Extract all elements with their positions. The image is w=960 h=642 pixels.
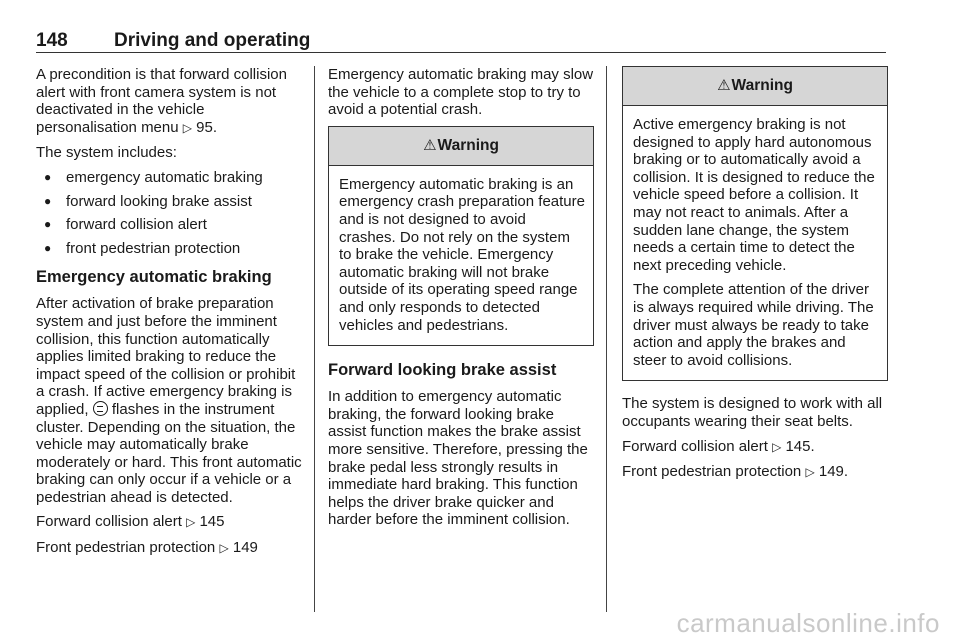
cross-reference-arrow-icon: ▷: [186, 515, 196, 530]
warning-body: [329, 166, 593, 345]
cross-reference-arrow-icon: ▷: [772, 439, 782, 454]
list-item: ● forward collision alert: [36, 216, 302, 234]
cross-reference-line: Forward collision alert ▷ 145: [36, 513, 225, 531]
page-number: 148: [36, 30, 68, 51]
warning-header: [329, 127, 593, 166]
includes-label: The system includes:: [36, 144, 177, 162]
page-header: [36, 30, 886, 52]
list-item: ● front pedestrian protection: [36, 240, 302, 258]
warning-text: Emergency automatic braking is an emergency crash preparation feature and is not designed to avoid crashes. Do not rely on the system to brake the vehicle. Emergency automatic braking will not brake outside of its operating speed range and only responds to detected vehicles and pedestrians.: [339, 175, 585, 334]
page-ref[interactable]: 149.: [818, 463, 849, 481]
warning-box: [328, 126, 594, 346]
warning-text: Active emergency braking is not designed to apply hard autonomous braking or to automatically avoid a collision. It is designed to reduce the vehicle speed before a collision. It may not react to animals. After a sudden lane change, the system needs a certain time to detect the next preceding vehicle.: [633, 116, 875, 274]
cross-reference-line: Forward collision alert ▷ 145.: [622, 437, 815, 455]
cross-reference-line: Front pedestrian protection ▷ 149: [36, 539, 258, 557]
body-paragraph: After activation of brake preparation system and just before the imminent collision, this function automatically applies limited braking to reduce the impact speed of the collision or prohibit a crash. If active emergency braking is applied, flashes in the instrument cluster. Depending on the situation, the vehicle may automatically brake moderately or hard. This front automatic braking can only occur if a vehicle or a pedestrian ahead is detected.: [36, 295, 302, 506]
page-ref[interactable]: 145.: [785, 437, 815, 455]
warning-triangle-icon: ⚠: [717, 77, 731, 95]
page-ref[interactable]: 95.: [196, 118, 218, 136]
column-1: [36, 66, 302, 565]
column-3: [622, 66, 888, 489]
section-heading: Forward looking brake assist: [328, 361, 557, 380]
section-heading: Emergency automatic braking: [36, 268, 272, 287]
page-title: Driving and operating: [114, 30, 311, 51]
warning-box: [622, 66, 888, 381]
list-item: ● forward looking brake assist: [36, 193, 302, 211]
brake-warning-icon: [93, 401, 108, 416]
warning-text: The complete attention of the driver is always required while driving. The driver must always be ready to take action and apply the brakes and steer to avoid collisions.: [633, 281, 874, 369]
column-divider: [606, 66, 607, 612]
cross-reference-arrow-icon: ▷: [219, 541, 229, 556]
column-2: [328, 66, 594, 536]
cross-reference-arrow-icon: ▷: [182, 120, 192, 135]
intro-paragraph: Emergency automatic braking may slow the vehicle to a complete stop to try to avoid a potential crash.: [328, 66, 594, 119]
warning-header: [623, 67, 887, 106]
page-ref[interactable]: 149: [232, 539, 258, 557]
warning-title: Warning: [437, 136, 499, 154]
body-paragraph: The system is designed to work with all occupants wearing their seat belts.: [622, 395, 883, 430]
feature-list: [36, 169, 302, 257]
intro-paragraph: A precondition is that forward collision alert with front camera system is not deactivated in the vehicle personalisation menu ▷ 95.: [36, 66, 287, 136]
column-divider: [314, 66, 315, 612]
page-ref[interactable]: 145: [199, 513, 225, 531]
watermark: carmanualsonline.info: [676, 608, 940, 638]
header-rule: [36, 52, 886, 53]
warning-triangle-icon: ⚠: [423, 136, 437, 154]
warning-body: [623, 106, 887, 380]
body-paragraph: In addition to emergency automatic braking, the forward looking brake assist function makes the brake assist more sensitive. Therefore, pressing the brake pedal less strongly results in immediate hard braking. This function helps the driver brake quicker and harder before the imminent collision.: [328, 388, 588, 529]
cross-reference-line: Front pedestrian protection ▷ 149.: [622, 463, 849, 481]
warning-title: Warning: [731, 77, 793, 95]
list-item: ● emergency automatic braking: [36, 169, 302, 187]
cross-reference-arrow-icon: ▷: [805, 465, 815, 480]
